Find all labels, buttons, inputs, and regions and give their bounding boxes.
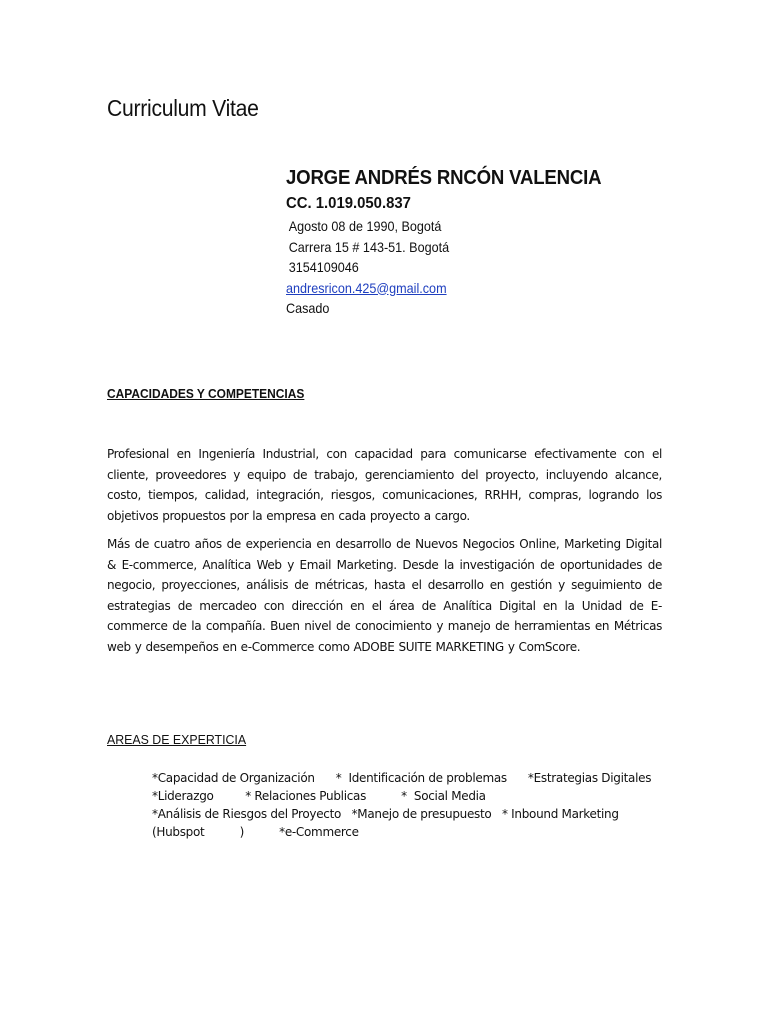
email-row	[286, 278, 591, 299]
areas-line: *Análisis de Riesgos del Proyecto *Manejo de presupuesto * Inbound Marketing	[152, 807, 619, 821]
full-name: JORGE ANDRÉS RNCÓN VALENCIA	[286, 167, 602, 189]
phone-number: 3154109046	[288, 259, 359, 275]
areas-line: *Capacidad de Organización * Identificación de problemas *Estrategias Digitales	[152, 771, 652, 785]
areas-heading: AREAS DE EXPERTICIA	[107, 732, 247, 747]
birth-date: Agosto 08 de 1990, Bogotá	[288, 218, 442, 234]
email-link[interactable]: andresricon.425@gmail.com	[286, 279, 447, 296]
id-number: CC. 1.019.050.837	[286, 195, 411, 212]
experiencia-paragraph: Más de cuatro años de experiencia en desarrollo de Nuevos Negocios Online, Marketing Digital & E-commerce, Analítica Web y Email Marketing. Desde la investigación de oportunidades de negocio, proyecciones, análisis de métricas, hasta el desarrollo en gestión y seguimiento de estrategias de mercadeo con dirección en el área de Analítica Digital en la Unidad de E-commerce de la compañía. Buen nivel de conocimiento y manejo de herramientas en Métricas web y desempeños en e-Commerce como ADOBE SUITE MARKETING y ComScore.	[107, 537, 662, 654]
marital-status: Casado	[286, 300, 330, 316]
personal-info-block	[286, 167, 625, 319]
areas-line: *Liderazgo * Relaciones Publicas * Social Media	[152, 789, 486, 803]
areas-list	[152, 769, 672, 841]
capacidades-heading: CAPACIDADES Y COMPETENCIAS	[107, 386, 305, 401]
address: Carrera 15 # 143-51. Bogotá	[288, 238, 450, 255]
document-title: Curriculum Vitae	[107, 95, 259, 121]
capacidades-paragraph: Profesional en Ingeniería Industrial, con capacidad para comunicarse efectivamente con el cliente, proveedores y equipo de trabajo, gerenciamiento del proyecto, incluyendo alcance, costo, tiempos, calidad, integración, riesgos, comunicaciones, RRHH, compras, logrando los objetivos propuestos por la empresa en cada proyecto a cargo.	[107, 447, 662, 523]
areas-line: (Hubspot ) *e-Commerce	[152, 825, 359, 839]
